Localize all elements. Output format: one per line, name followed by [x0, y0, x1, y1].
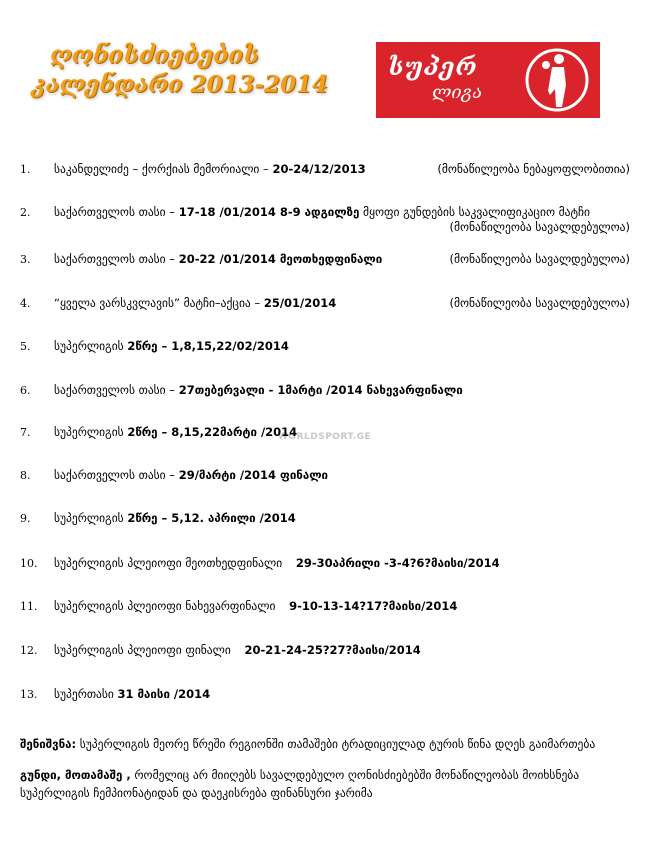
item-note: (მონაწილეობა სავალდებულოა): [449, 220, 630, 234]
logo-text-2: ლიგა: [432, 82, 483, 103]
item-number: 11.: [20, 600, 38, 613]
calendar-title: [32, 40, 352, 100]
footer-note: [20, 735, 630, 753]
item-text: საქართველოს თასი –: [54, 468, 176, 482]
item-number: 3.: [20, 253, 31, 266]
item-text: სუპერლიგის: [54, 425, 124, 439]
item-date: 20-21-24-25?27?მაისი/2014: [244, 643, 421, 657]
watermark: WORLDSPORT.GE: [278, 432, 372, 442]
item-note: (მონაწილეობა სავალდებულოა): [449, 252, 630, 266]
penalty-text-2: სუპერლიგის ჩემპიონატიდან და დაეკისრება ფინანსური ჯარიმა: [20, 786, 373, 800]
item-text-2: მყოფი გუნდების საკვალიფიკაციო მატჩი: [363, 205, 590, 219]
penalty-text: რომელიც არ მიიღებს სავალდებულო ღონისძიებებში მონაწილეობას მოიხსნება: [134, 768, 580, 782]
item-number: 8.: [20, 469, 31, 482]
item-text: საკანდელიძე – ქორქიას მემორიალი –: [54, 162, 269, 176]
item-text: სუპერლიგის: [54, 339, 124, 353]
note-text: სუპერლიგის მეორე წრეში რეგიონში თამაშები ტრადიციულად ტურის წინა დღეს გაიმართება: [79, 737, 596, 751]
logo-text-1: სუპერ: [388, 52, 478, 81]
item-date: 27თებერვალი - 1მარტი /2014 ნახევარფინალი: [178, 383, 463, 397]
penalty-label: გუნდი, მოთამაშე ,: [20, 768, 131, 782]
item-number: 5.: [20, 340, 31, 353]
title-line-2: კალენდარი 2013-2014: [32, 71, 329, 98]
item-number: 10.: [20, 557, 38, 570]
item-number: 1.: [20, 163, 31, 176]
item-date: 25/01/2014: [263, 296, 337, 310]
note-label: შენიშვნა:: [20, 737, 77, 751]
item-date: 29/მარტი /2014 ფინალი: [178, 468, 329, 482]
item-number: 12.: [20, 644, 38, 657]
item-number: 4.: [20, 297, 31, 310]
item-number: 6.: [20, 384, 31, 397]
item-date: 2წრე – 8,15,22მარტი /2014: [127, 425, 298, 439]
item-text: სუპერლიგის: [54, 511, 124, 525]
footer-penalty: [20, 766, 630, 802]
item-text: საქართველოს თასი –: [54, 383, 176, 397]
item-number: 7.: [20, 426, 31, 439]
item-text: სუპერთასი: [54, 687, 114, 701]
item-text: საქართველოს თასი –: [54, 252, 176, 266]
item-date: 9-10-13-14?17?მაისი/2014: [289, 599, 458, 613]
item-note: (მონაწილეობა ნებაყოფლობითია): [437, 162, 630, 176]
item-number: 2.: [20, 206, 31, 219]
item-date: 17-18 /01/2014 8-9 ადგილზე: [178, 205, 360, 219]
item-number: 13.: [20, 688, 38, 701]
item-text: სუპერლიგის პლეიოფი მეოთხედფინალი: [54, 556, 283, 570]
item-note: (მონაწილეობა სავალდებულოა): [449, 296, 630, 310]
item-date: 31 მაისი /2014: [117, 687, 211, 701]
super-league-logo: [376, 42, 600, 118]
item-date: 2წრე – 1,8,15,22/02/2014: [127, 339, 289, 353]
title-line-1: ღონისძიებების: [50, 40, 259, 69]
item-text: სუპერლიგის პლეიოფი ნახევარფინალი: [54, 599, 276, 613]
item-date: 20-22 /01/2014 მეოთხედფინალი: [178, 252, 383, 266]
item-date: 29-30აპრილი -3-4?6?მაისი/2014: [295, 556, 500, 570]
item-date: 2წრე – 5,12. აპრილი /2014: [127, 511, 296, 525]
item-number: 9.: [20, 512, 31, 525]
item-text: “ყველა ვარსკვლავის” მატჩი–აქცია –: [54, 296, 261, 310]
player-silhouette-icon: [522, 45, 592, 115]
item-text: სუპერლიგის პლეიოფი ფინალი: [54, 643, 231, 657]
item-date: 20-24/12/2013: [272, 162, 366, 176]
item-text: საქართველოს თასი –: [54, 205, 176, 219]
